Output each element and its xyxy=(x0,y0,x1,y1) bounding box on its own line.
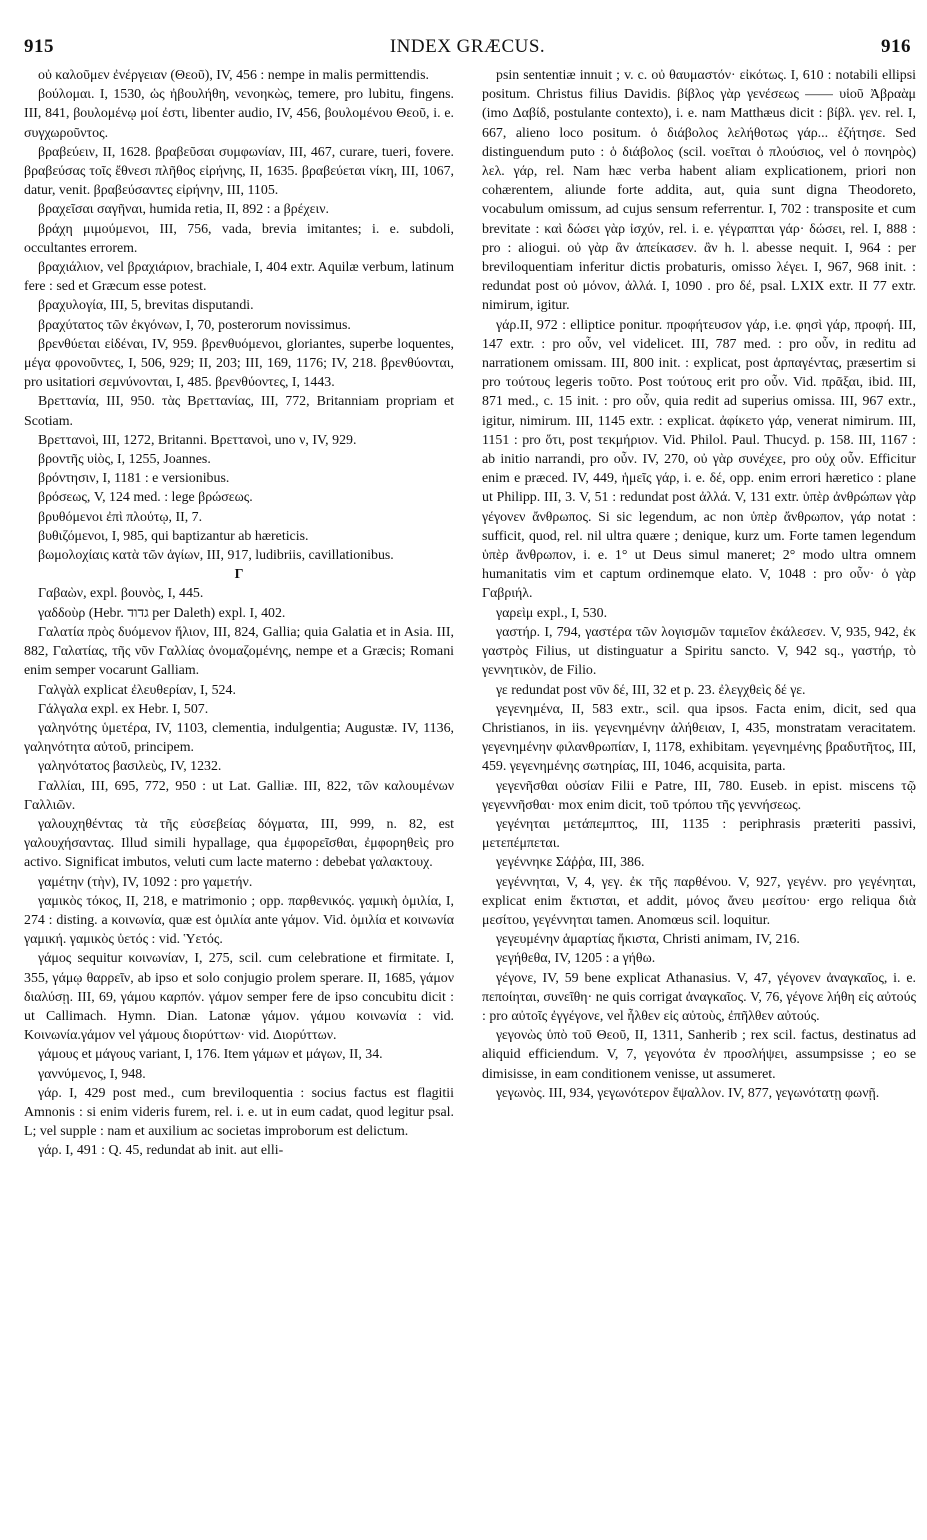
index-entry: βραχυλογία, III, 5, brevitas disputandi. xyxy=(38,298,254,314)
index-entry: Γαλλίαι, III, 695, 772, 950 : ut Lat. Galliæ. III, 822, τῶν καλουμένων Γαλλιῶν. xyxy=(24,778,454,813)
index-entry: βωμολοχίαις κατὰ τῶν ἁγίων, III, 917, ludibriis, cavillationibus. xyxy=(38,548,394,564)
page-number-left: 915 xyxy=(24,36,54,57)
index-entry: γεγέννηται, V, 4, γεγ. ἐκ τῆς παρθένου. V, 927, γεγένν. pro γεγένηται, explicat enim ἔκτισται, et addit, μόνος ἄνευ μεσίτου· ergo reliqua διὰ μεσίτου, γεγέννηται tamen. Anomœus scil. loquitur. xyxy=(482,874,916,928)
index-entry: γεγενῆσθαι οὐσίαν Filii e Patre, III, 780. Euseb. in epist. miscens τῷ γεγεννῆσθαι· mox enim dicit, τοῦ τρόπου τῆς γεννήσεως. xyxy=(482,778,916,813)
index-entry: γαδδοὺρ (Hebr. גדוד per Daleth) expl. I, 402. xyxy=(38,605,286,621)
index-entry: γάρ. I, 429 post med., cum breviloquentia : socius factus est flagitii Amnonis : si enim videris furem, rel. i. e. ut in eum cadat, quod legitur psal. L; vel supple : nam et auxilium ac societas improborum est delictum. xyxy=(24,1085,454,1140)
index-entry: γάμους et μάγους variant, I, 176. Item γάμων et μάγων, II, 34. xyxy=(38,1047,383,1063)
index-entry: γε redundat post νῦν δέ, III, 32 et p. 23. ἐλεγχθεὶς δέ γε. xyxy=(496,682,806,698)
index-entry: γεγενημένα, II, 583 extr., scil. qua ipsos. Facta enim, dicit, sed qua Christianos, in iis. γεγενημένην ἀλήθειαν, I, 435, monstratam veracitatem. γεγενημένην φιλανθρωπίαν, I, 1178, exhibitam. γεγενημένης βραδυτῆτος, III, 459. γεγενημένης σωτηρίας, III, 1046, acquisita, parta. xyxy=(482,701,916,775)
index-entry: γεγήθεθα, IV, 1205 : a γήθω. xyxy=(496,951,656,967)
index-entry: γαστήρ. I, 794, γαστέρα τῶν λογισμῶν ταμιεῖον ἐκάλεσεν. V, 935, 942, ἐκ γαστρὸς Filius, ut distinguatur a Spiritu sancto. V, 942 sq., γαστήρ, τὸ γεννητικὸν, de Filio. xyxy=(482,624,916,679)
page-header xyxy=(24,36,911,60)
index-entry: βροντῆς υἱὸς, I, 1255, Joannes. xyxy=(38,452,211,468)
index-entry: γαληνότατος βασιλεὺς, IV, 1232. xyxy=(38,759,222,775)
page-number-right: 916 xyxy=(881,36,911,57)
index-entry: βρόντησιν, I, 1181 : e versionibus. xyxy=(38,471,230,487)
index-entry: βραχεῖσαι σαγῆναι, humida retia, II, 892 : a βρέχειν. xyxy=(38,202,329,218)
index-entry: Γάλγαλα expl. ex Hebr. I, 507. xyxy=(38,701,209,717)
index-entry: Βρεττανία, III, 950. τὰς Βρεττανίας, III, 772, Britanniam propriam et Scotiam. xyxy=(24,394,454,429)
index-entry: βρόσεως, V, 124 med. : lege βρώσεως. xyxy=(38,490,253,506)
index-entry: γέγονε, IV, 59 bene explicat Athanasius. V, 47, γέγονεν ἀναγκαῖος, i. e. πεποίηται, συνεῖθη· ne quis corrigat ἀναγκαῖος. V, 76, γέγονε λήθη εἰς αὐτούς : pro αὐτοῖς ἐγγέγονε, vel ἦλθεν εἰς αὐτοὺς, ἐπῆλθεν αὐτούς. xyxy=(482,970,916,1024)
index-entry: Βρεττανοὶ, III, 1272, Britanni. Βρεττανοὶ, uno ν, IV, 929. xyxy=(38,432,357,448)
index-entry: γεγευμένην ἁμαρτίας ἥκιστα, Christi animam, IV, 216. xyxy=(496,932,800,948)
index-entry: γαλουχηθέντας τὰ τῆς εὐσεβείας δόγματα, III, 999, n. 82, est γαλουχήσαντας. Illud simili hypallage, qua ἐμφορεῖσθαι, ἐμφορηθεὶς pro activo. Significat imbutos, veluti cum lacte materno : debebat γαλακτουχ. xyxy=(24,816,454,871)
section-letter: Γ xyxy=(234,567,244,583)
index-entry: βυθιζόμενοι, I, 985, qui baptizantur ab hæreticis. xyxy=(38,528,309,544)
index-entry: Γαλατία πρὸς δυόμενον ἥλιον, III, 824, Gallia; quia Galatia et in Asia. III, 882, Γαλατίας, τῆς νῦν Γαλλίας ὀνομαζομένης, nempe et a Græcis; Romani enim semper vocarunt Galliam. xyxy=(24,624,454,679)
index-entry: γεγωνὸς. III, 934, γεγωνότερον ἔψαλλον. IV, 877, γεγωνότατῃ φωνῇ. xyxy=(496,1085,880,1101)
index-entry: βραχιάλιον, vel βραχιάριον, brachiale, I, 404 extr. Aquilæ verbum, latinum fere : sed et Græcum esse potest. xyxy=(24,260,454,295)
index-entry: οὐ καλοῦμεν ἐνέργειαν (Θεοῦ), IV, 456 : nempe in malis permittendis. xyxy=(38,68,430,83)
left-column xyxy=(24,66,454,1532)
index-entry: psin sententiæ innuit ; v. c. οὐ θαυμαστόν· εἰκότως. I, 610 : notabili ellipsi positum. Christus filius Davidis. βίβλος γὰρ γενέσεως —— υἱοῦ Ἀβραὰμ (imo Δαβίδ, postulante contexto), i. e. nam Matthæus dicit : βίβλ. γεν. rel. I, 667, alieno loco positum. ὁ διάβολος λελήθοτως γάρ... ἐζήτησε. Sed distinguendum puto : ὁ διάβολος (scil. νοεῖται ὁ πλούσιος, vel ὁ πονηρὸς) λελ. γάρ, rel. Nam hæc verba habent aliam explicationem, priori non cohærentem, aliunde forte addita, aut, quia sunt digna Theodoreto, vocabulum omissum, ad cujus sensum referrentur. I, 702 : transposite et cum brevitate : καὶ δώσει γὰρ ἰσχύν, rel. i. e. γέγραπται γάρ· δώσει, rel. I, 888 : pro : aliogui. οὐ γὰρ ἂν ἀπείκασεν. ἂν h. l. abesse nequit. I, 964 : per breviloquentiam inferitur dictis probaturis, omisso λέγει. I, 967, 968 init. : redundat post οὐ μόνον, ἀλλά. I, 1090 . pro δέ, psal. LXIX extr. II 77 extr. nimirum, igitur. xyxy=(482,68,916,314)
index-entry: γάμος sequitur κοινωνίαν, I, 275, scil. cum celebratione et firmitate. I, 355, γάμῳ θαρρεῖν, ab ipso et solo conjugio prolem sperare. II, 1685, γάμον διαλύσῃ. III, 69, γάμου καρπόν. γάμον semper fere de ipso concubitu dicit : ut Callimach. Hymn. Dian. Latonæ γάμον. γάμου κοινωνία : vid. Κοινωνία.γάμον vel γάμους διορύττων· vid. Διορύττων. xyxy=(24,951,454,1044)
index-entry: γεγονὼς ὑπὸ τοῦ Θεοῦ, II, 1311, Sanherib ; rex scil. factus, destinatus ad aliquid efficiendum. V, 7, γεγονότα ἐν προσλήψει, assumpsisse ; eo se dimisisse, in eam conditionem venisse, ut assumeret. xyxy=(482,1028,916,1082)
index-entry: γάρ.II, 972 : elliptice ponitur. προφήτευσον γάρ, i.e. φησὶ γάρ, προφή. III, 147 extr. : pro οὖν, vel videlicet. III, 787 med. : pro οὖν, in reditu ad narrationem omissam. III, 800 init. : explicat, post ἁρπαγέντας, præsertim si pro τούτους legeris τοῦτο. Post τούτους erit pro οὖν. Vid. πρᾶξαι, ibid. III, 871 med., c. 15 init. : pro οὖν, quia redit ad superius omissa. III, 967 extr., igitur, nimirum. III, 1145 extr. : explicat. ἀφίκετο γάρ, venerat nimirum. III, 1151 : pro ὅτι, post τεκμήριον. Vid. Philol. Paul. Thucyd. p. 158. III, 1167 : ab initio narrandi, pro οὖν. IV, 270, οὐ γὰρ συνέχεε, pro οὐχ οὖν. Efficitur enim e præced. IV, 449, ἡμεῖς γάρ, i. e. δέ, opp. enim errori hæretico : plane ut Philipp. III, 3. V, 51 : redundat post ἀλλά. V, 131 extr. ὑπὲρ ἀνθρώπων γὰρ γέγονεν ἄνθρωπος. Si sic legendum, ac non ὑπὲρ ἄνθρωπον, γάρ notat : sufficit, quod, rel. nil ultra quære ; denique, kurz um. Forte tamen legendum ὑπὲρ ἄνθρωπον, i. e. 1° ut Deus simul maneret; 2° modo ultra omnem humanitatis vim et captum ordinemque elato. V, 1048 : pro οὖν· ὁ γὰρ Γαβριήλ. xyxy=(482,317,916,602)
index-entry: γαρεὶμ expl., I, 530. xyxy=(496,605,608,621)
index-entry: Γαβαὼν, expl. βουνὸς, I, 445. xyxy=(38,586,204,602)
index-entry: γαληνότης ὑμετέρα, IV, 1103, clementia, indulgentia; Augustæ. IV, 1136, γαληνότητα αὐτοῦ, principem. xyxy=(24,720,454,756)
index-entry: γεγένηται μετάπεμπτος, III, 1135 : periphrasis præteriti passivi, μετεπέμπεται. xyxy=(482,816,916,852)
index-entry: βούλομαι. I, 1530, ὡς ἠβουλήθη, νενοηκὼς, temere, pro lubitu, fingens. III, 841, βουλομένῳ μοί ἐστι, libenter audio, IV, 456, βουλομένου Θεοῦ, i. e. συγχωροῦντος. xyxy=(24,87,454,141)
index-entry: βραχύτατος τῶν ἐκγόνων, I, 70, posterorum novissimus. xyxy=(38,317,351,333)
index-entry: Γαλγὰλ explicat ἐλευθερίαν, I, 524. xyxy=(38,682,236,698)
index-entry: γαννύμενος, I, 948. xyxy=(38,1066,146,1082)
page-title: INDEX GRÆCUS. xyxy=(389,36,546,57)
index-entry: βραβεύειν, II, 1628. βραβεῦσαι συμφωνίαν, III, 467, curare, tueri, fovere. βραβεύσας τοῖς ἔθνεσι πλῆθος εἰρήνης, II, 1635. βραβεύεται νίκη, III, 1067, datur, venit. βραβεύσαντες εἰρήνην, III, 1105. xyxy=(24,144,454,199)
index-entry: γαμικὸς τόκος, II, 218, e matrimonio ; opp. παρθενικός. γαμικὴ ὁμιλία, I, 274 : disting. a κοινωνία, quæ est ὁμιλία ante γάμον. Vid. ὁμιλία et κοινωνία γαμική. γαμικὸς ὑετός : vid. Ὑετός. xyxy=(24,893,454,948)
index-entry: βρυθόμενοι ἐπὶ πλούτῳ, II, 7. xyxy=(38,509,203,525)
index-entry: γάρ. I, 491 : Q. 45, redundat ab init. aut elli- xyxy=(38,1143,284,1159)
index-entry: γαμέτην (τὴν), IV, 1092 : pro γαμετήν. xyxy=(38,874,253,890)
right-column xyxy=(482,66,916,1532)
index-entry: γεγέννηκε Σάῤῥα, III, 386. xyxy=(496,855,645,871)
index-entry: βρενθύεται εἰδέναι, IV, 959. βρενθυόμενοι, gloriantes, superbe loquentes, μέγα φρονοῦντες, I, 506, 929; II, 203; III, 169, 1176; IV, 218. βρενθύονται, pro usitatiori σεμνύνονται, I, 485. βρενθύοντες, I, 1443. xyxy=(24,336,454,391)
index-entry: βράχη μιμούμενοι, III, 756, vada, brevia imitantes; i. e. subdoli, occultantes errorem. xyxy=(24,221,454,256)
